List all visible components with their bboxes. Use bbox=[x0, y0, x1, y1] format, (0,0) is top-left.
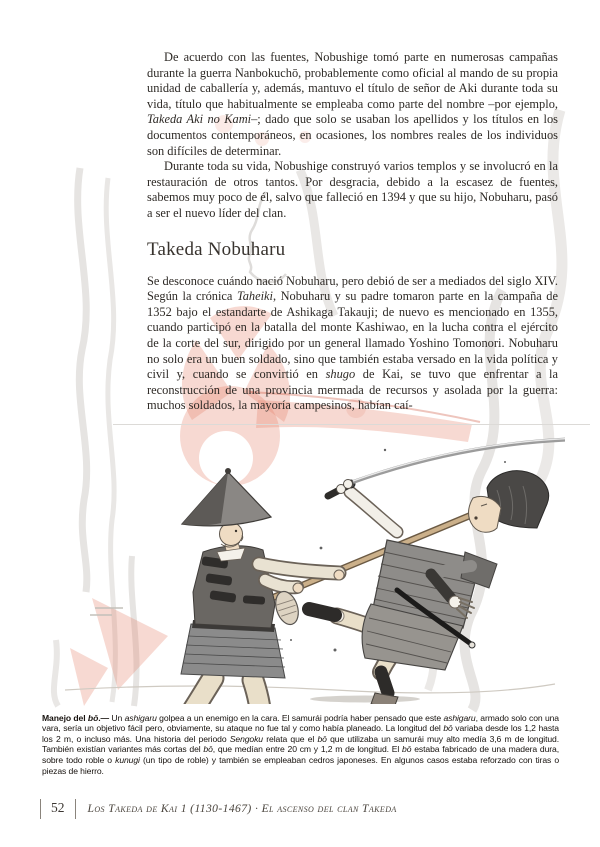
running-book-title: Los Takeda de Kai 1 (1130-1467) · El ascenso del clan Takeda bbox=[87, 802, 397, 815]
ground bbox=[65, 608, 555, 703]
section-heading: Takeda Nobuharu bbox=[147, 238, 286, 260]
body-text-column bbox=[147, 50, 558, 414]
paragraph-nobuharu-biography: Se desconoce cuándo nació Nobuharu, pero debió de ser a mediados del siglo XIV. Según la crónica Taheiki, Nobuharu y su padre tomaron parte en la campaña de 1352 bajo el estandarte de Ashikaga Takauji; de nuevo es mencionado en 1355, cuando participó en la batalla del monte Kashiwao, en la lucha contra el ejército de la corte del sur, dirigido por un general llamado Yoshino Tomonori. Nobuharu no solo era un buen soldado, sino que también estaba versado en la vida política y civil y, cuando se convirtió en shugo de Kai, se tuvo que enfrentar a la reconstrucción de una provincia mermada de recursos y asolada por la guerra: muchos soldados, la mayoría campesinos, habían caí- bbox=[147, 273, 558, 413]
figure-separator-rule bbox=[113, 424, 590, 425]
page-number: 52 bbox=[40, 799, 76, 819]
ashigaru-figure bbox=[124, 468, 344, 704]
paragraph-nobushige-campaigns: De acuerdo con las fuentes, Nobushige tomó parte en numerosas campañas durante la guerra Nanbokuchō, probablemente como oficial al mando de su propia unidad de caballería y, además, mantuvo el título de señor de Aki durante toda su vida, título que habitualmente se empleaba como parte del nombre –por ejemplo, Takeda Aki no Kami–; dado que solo se usaban los apellidos y los títulos en los documentos contemporáneos, en ocasiones, los nombres reales de los individuos son difíciles de determinar. bbox=[147, 50, 558, 158]
page-footer bbox=[40, 799, 397, 819]
samurai-figure bbox=[272, 471, 549, 704]
figure-caption: Manejo del bō.— Un ashigaru golpea a un enemigo en la cara. El samurái podría haber pensado que este ashigaru, armado solo con una vara, sería un objetivo fácil pero, obviamente, su ataque no fue tal y como había planeado. La longitud del bō variaba desde los 1,2 hasta los 2 m, o incluso más. Una historia del periodo Sengoku relata que el bō que utilizaba un samurái muy alto medía 3,6 m de longitud. También existían variantes más cortas del bō, que medían entre 20 cm y 1,2 m de longitud. El bō estaba fabricado de una madera dura, sobre todo roble o kunugi (un tipo de roble) y también se empleaban cedros japoneses. En algunos casos estaba reforzado con tiras o piezas de hierro. bbox=[42, 712, 560, 776]
samurai-fight-illustration bbox=[35, 432, 565, 704]
paragraph-nobushige-temples: Durante toda su vida, Nobushige construyó varios templos y se involucró en la restauración de otros tantos. Por desgracia, debido a la escasez de fuentes, sabemos muy poco de él, salvo que falleció en 1394 y que su hijo, Nobuharu, pasó a ser el nuevo líder del clan. bbox=[147, 159, 558, 220]
